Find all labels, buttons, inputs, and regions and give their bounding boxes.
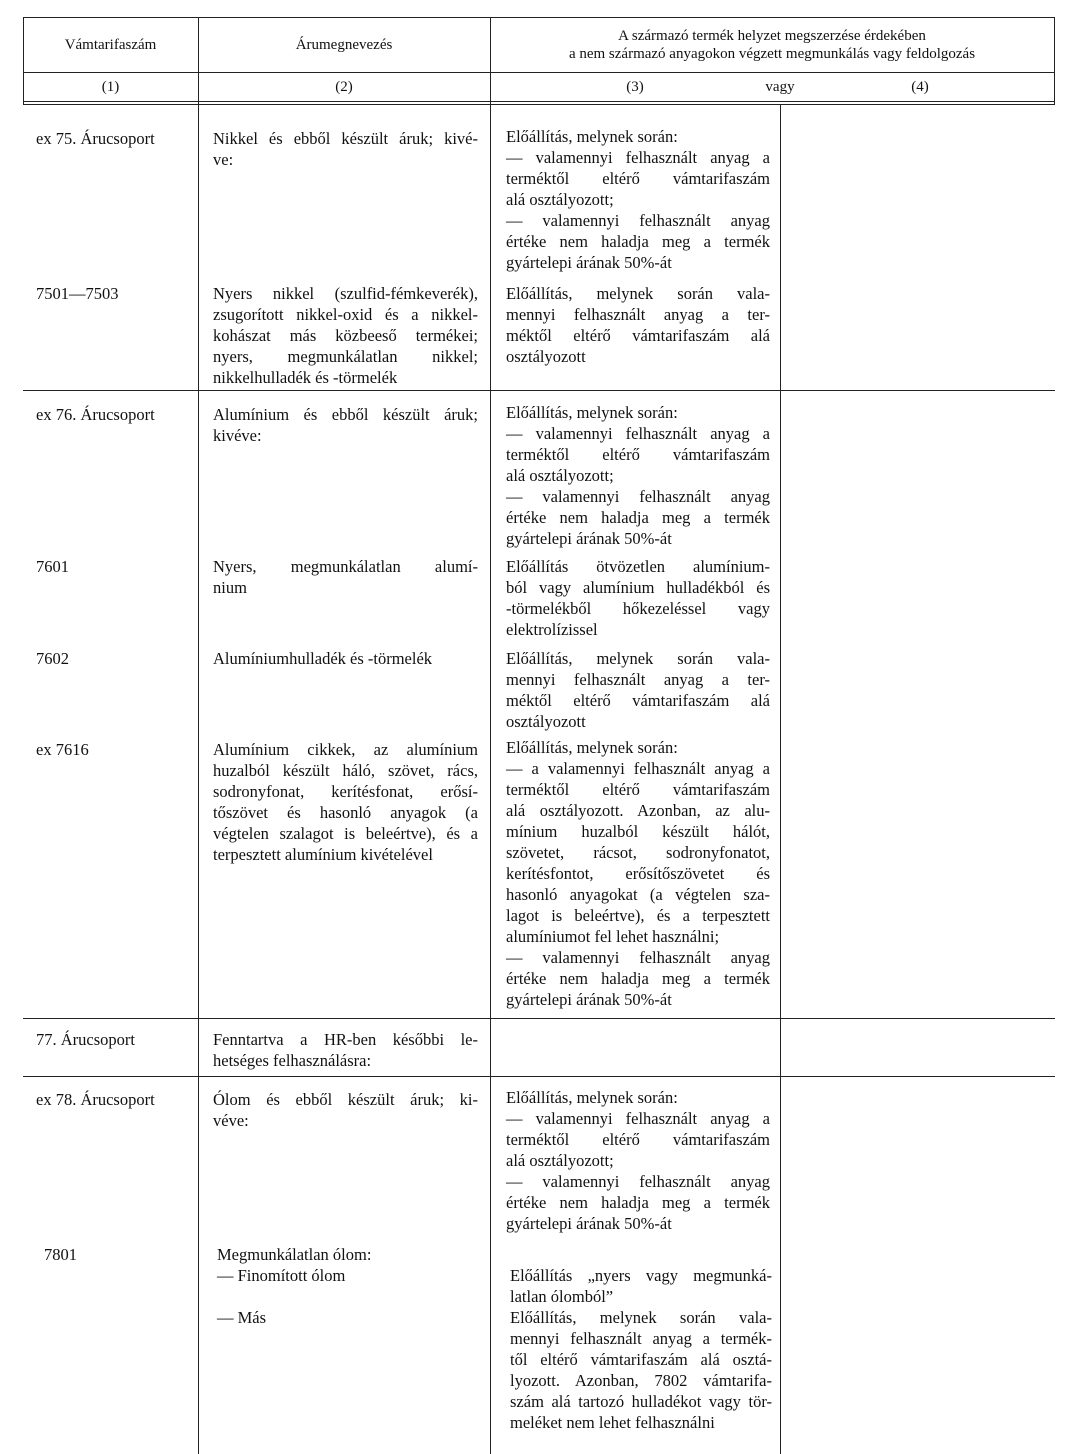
proc-line: mínium huzalból készült hálót, [506, 822, 770, 841]
proc-line: mennyi felhasznált anyag a ter- [506, 305, 770, 324]
proc-line: — valamennyi felhasznált anyag [506, 1172, 770, 1191]
proc-line: -törmelékből hőkezeléssel vagy [506, 599, 770, 618]
proc-line: értéke nem haladja meg a termék [506, 969, 770, 988]
proc-line: mennyi felhasznált anyag a ter- [506, 670, 770, 689]
code-ex75: ex 75. Árucsoport [36, 129, 155, 148]
desc-line: végtelen szalagot is beleértve), és a [213, 824, 478, 843]
proc-ex7616 [506, 737, 770, 1010]
header-vagy: vagy [765, 79, 795, 95]
desc-7602 [213, 648, 478, 669]
body-col-divider-1 [198, 104, 199, 1454]
proc-line: — valamennyi felhasznált anyag [506, 948, 770, 967]
desc-line: Nikkel és ebből készült áruk; kivé- [213, 129, 478, 148]
desc-7601 [213, 556, 478, 598]
desc-ex78 [213, 1089, 478, 1131]
desc-line: hetséges felhasználásra: [213, 1051, 372, 1070]
proc-line: Előállítás, melynek során vala- [510, 1308, 772, 1327]
proc-line: méktől eltérő vámtarifaszám alá [506, 691, 770, 710]
code-77: 77. Árucsoport [36, 1030, 135, 1049]
proc-line: méktől eltérő vámtarifaszám alá [506, 326, 770, 345]
proc-line: alá osztályozott. Azonban, az alu- [506, 801, 770, 820]
desc-ex7616 [213, 739, 478, 865]
proc-line: osztályozott [506, 347, 586, 366]
proc-line: mennyi felhasznált anyag a termék- [510, 1329, 772, 1348]
header-col2: Árumegnevezés [295, 37, 393, 53]
code-7501-7503: 7501—7503 [36, 284, 119, 303]
proc-line: től eltérő vámtarifaszám alá osztá- [510, 1350, 772, 1369]
proc-line: szám alá tartozó hulladékot vagy tör- [510, 1392, 772, 1411]
proc-line: Előállítás, melynek során vala- [506, 649, 770, 668]
header-num4: (4) [911, 79, 929, 95]
desc-line: kivéve: [213, 426, 262, 445]
desc-line: tőszövet és hasonló anyagok (a [213, 803, 478, 822]
code-ex76: ex 76. Árucsoport [36, 405, 155, 424]
desc-line: Ólom és ebből készült áruk; ki- [213, 1090, 478, 1109]
proc-line: — valamennyi felhasznált anyag [506, 211, 770, 230]
header-bottom-border-2 [23, 104, 1055, 105]
desc-line: véve: [213, 1111, 249, 1130]
proc-line: Előállítás, melynek során vala- [506, 284, 770, 303]
proc-line: hasonló anyagokat (a végtelen sza- [506, 885, 770, 904]
desc-7801-sub1: — Finomított ólom [217, 1266, 346, 1285]
proc-line: szövetet, rácsot, sodronyfonatot, [506, 843, 770, 862]
proc-line: — a valamennyi felhasznált anyag a [506, 759, 770, 778]
proc-line: terméktől eltérő vámtarifaszám [506, 445, 770, 464]
code-7801: 7801 [44, 1245, 77, 1264]
proc-line: Előállítás „nyers vagy megmunká- [510, 1266, 772, 1285]
proc-line: értéke nem haladja meg a termék [506, 232, 770, 251]
header-col34-line1: A származó termék helyzet megszerzése érdekében [618, 28, 926, 44]
proc-ex76 [506, 402, 770, 549]
proc-7602 [506, 648, 770, 732]
proc-7501-7503 [506, 283, 770, 367]
body-col-divider-3 [780, 104, 781, 1454]
header-num3: (3) [626, 79, 644, 95]
proc-line: elektrolízissel [506, 620, 598, 639]
proc-line: alá osztályozott; [506, 1151, 614, 1170]
proc-line: latlan ólomból” [510, 1287, 614, 1306]
desc-line: Alumínium és ebből készült áruk; [213, 405, 478, 424]
proc-line: alá osztályozott; [506, 466, 614, 485]
proc-line: — valamennyi felhasznált anyag a [506, 148, 770, 167]
proc-line: Előállítás, melynek során: [506, 738, 678, 757]
desc-7501-7503 [213, 283, 478, 388]
proc-line: kerítésfontot, erősítőszövetet és [506, 864, 770, 883]
proc-line: terméktől eltérő vámtarifaszám [506, 169, 770, 188]
header-col1: Vámtarifaszám [64, 37, 157, 53]
proc-line: terméktől eltérő vámtarifaszám [506, 780, 770, 799]
proc-ex78 [506, 1087, 770, 1234]
desc-77 [213, 1029, 478, 1071]
table-top-border [23, 17, 1055, 18]
header-num2: (2) [335, 79, 353, 95]
header-divider [23, 72, 1055, 73]
row-divider-77 [23, 1076, 1055, 1077]
proc-line: Előállítás, melynek során: [506, 403, 678, 422]
desc-7801-sub2: — Más [217, 1308, 267, 1327]
code-ex78: ex 78. Árucsoport [36, 1090, 155, 1109]
proc-line: lagot is beleértve), és a terpesztett [506, 906, 770, 925]
desc-ex75 [213, 128, 478, 170]
desc-line: nyers, megmunkálatlan nikkel; [213, 347, 478, 366]
proc-line: értéke nem haladja meg a termék [506, 1193, 770, 1212]
desc-line: Nyers nikkel (szulfid-fémkeverék), [213, 284, 478, 303]
code-7601: 7601 [36, 557, 69, 576]
proc-line: alumíniumot fel lehet használni; [506, 927, 720, 946]
proc-line: Előállítás, melynek során: [506, 1088, 678, 1107]
proc-line: ból vagy alumínium hulladékból és [506, 578, 770, 597]
proc-line: meléket nem lehet felhasználni [510, 1413, 715, 1432]
row-divider-75 [23, 390, 1055, 391]
proc-line: — valamennyi felhasznált anyag [506, 487, 770, 506]
header-bottom-border [23, 101, 1055, 102]
desc-ex76 [213, 404, 478, 446]
proc-ex75 [506, 126, 770, 273]
proc-7801-a [510, 1265, 772, 1307]
code-7602: 7602 [36, 649, 69, 668]
desc-line: Nyers, megmunkálatlan alumí- [213, 557, 478, 576]
code-ex7616: ex 7616 [36, 740, 89, 759]
row-divider-76 [23, 1018, 1055, 1019]
desc-line: nium [213, 578, 247, 597]
body-col-divider-2 [490, 104, 491, 1454]
proc-line: értéke nem haladja meg a termék [506, 508, 770, 527]
proc-line: Előállítás ötvözetlen alumínium- [506, 557, 770, 576]
proc-line: alá osztályozott; [506, 190, 614, 209]
desc-line: Fenntartva a HR-ben későbbi le- [213, 1030, 478, 1049]
proc-line: osztályozott [506, 712, 586, 731]
desc-line: terpesztett alumínium kivételével [213, 845, 433, 864]
desc-line: kohászat más közbeeső termékei; [213, 326, 478, 345]
desc-line: sodronyfonat, kerítésfonat, erősí- [213, 782, 478, 801]
header-col34-line2: a nem származó anyagokon végzett megmunkálás vagy feldolgozás [568, 46, 976, 62]
proc-line: terméktől eltérő vámtarifaszám [506, 1130, 770, 1149]
desc-line: zsugorított nikkel-oxid és a nikkel- [213, 305, 478, 324]
desc-7801-title: Megmunkálatlan ólom: [217, 1245, 372, 1264]
proc-line: gyártelepi árának 50%-át [506, 1214, 672, 1233]
proc-line: — valamennyi felhasznált anyag a [506, 424, 770, 443]
proc-7801-b [510, 1307, 772, 1433]
proc-line: lyozott. Azonban, 7802 vámtarifa- [510, 1371, 772, 1390]
proc-7601 [506, 556, 770, 640]
desc-line: ve: [213, 150, 234, 169]
proc-line: Előállítás, melynek során: [506, 127, 678, 146]
table-right-border [1054, 17, 1055, 105]
proc-line: gyártelepi árának 50%-át [506, 990, 672, 1009]
header-num1: (1) [101, 79, 120, 95]
desc-line: Alumíniumhulladék és -törmelék [213, 649, 433, 668]
desc-line: nikkelhulladék és -törmelék [213, 368, 398, 387]
desc-line: huzalból készült háló, szövet, rács, [213, 761, 478, 780]
proc-line: gyártelepi árának 50%-át [506, 529, 672, 548]
desc-line: Alumínium cikkek, az alumínium [213, 740, 478, 759]
proc-line: gyártelepi árának 50%-át [506, 253, 672, 272]
proc-line: — valamennyi felhasznált anyag a [506, 1109, 770, 1128]
